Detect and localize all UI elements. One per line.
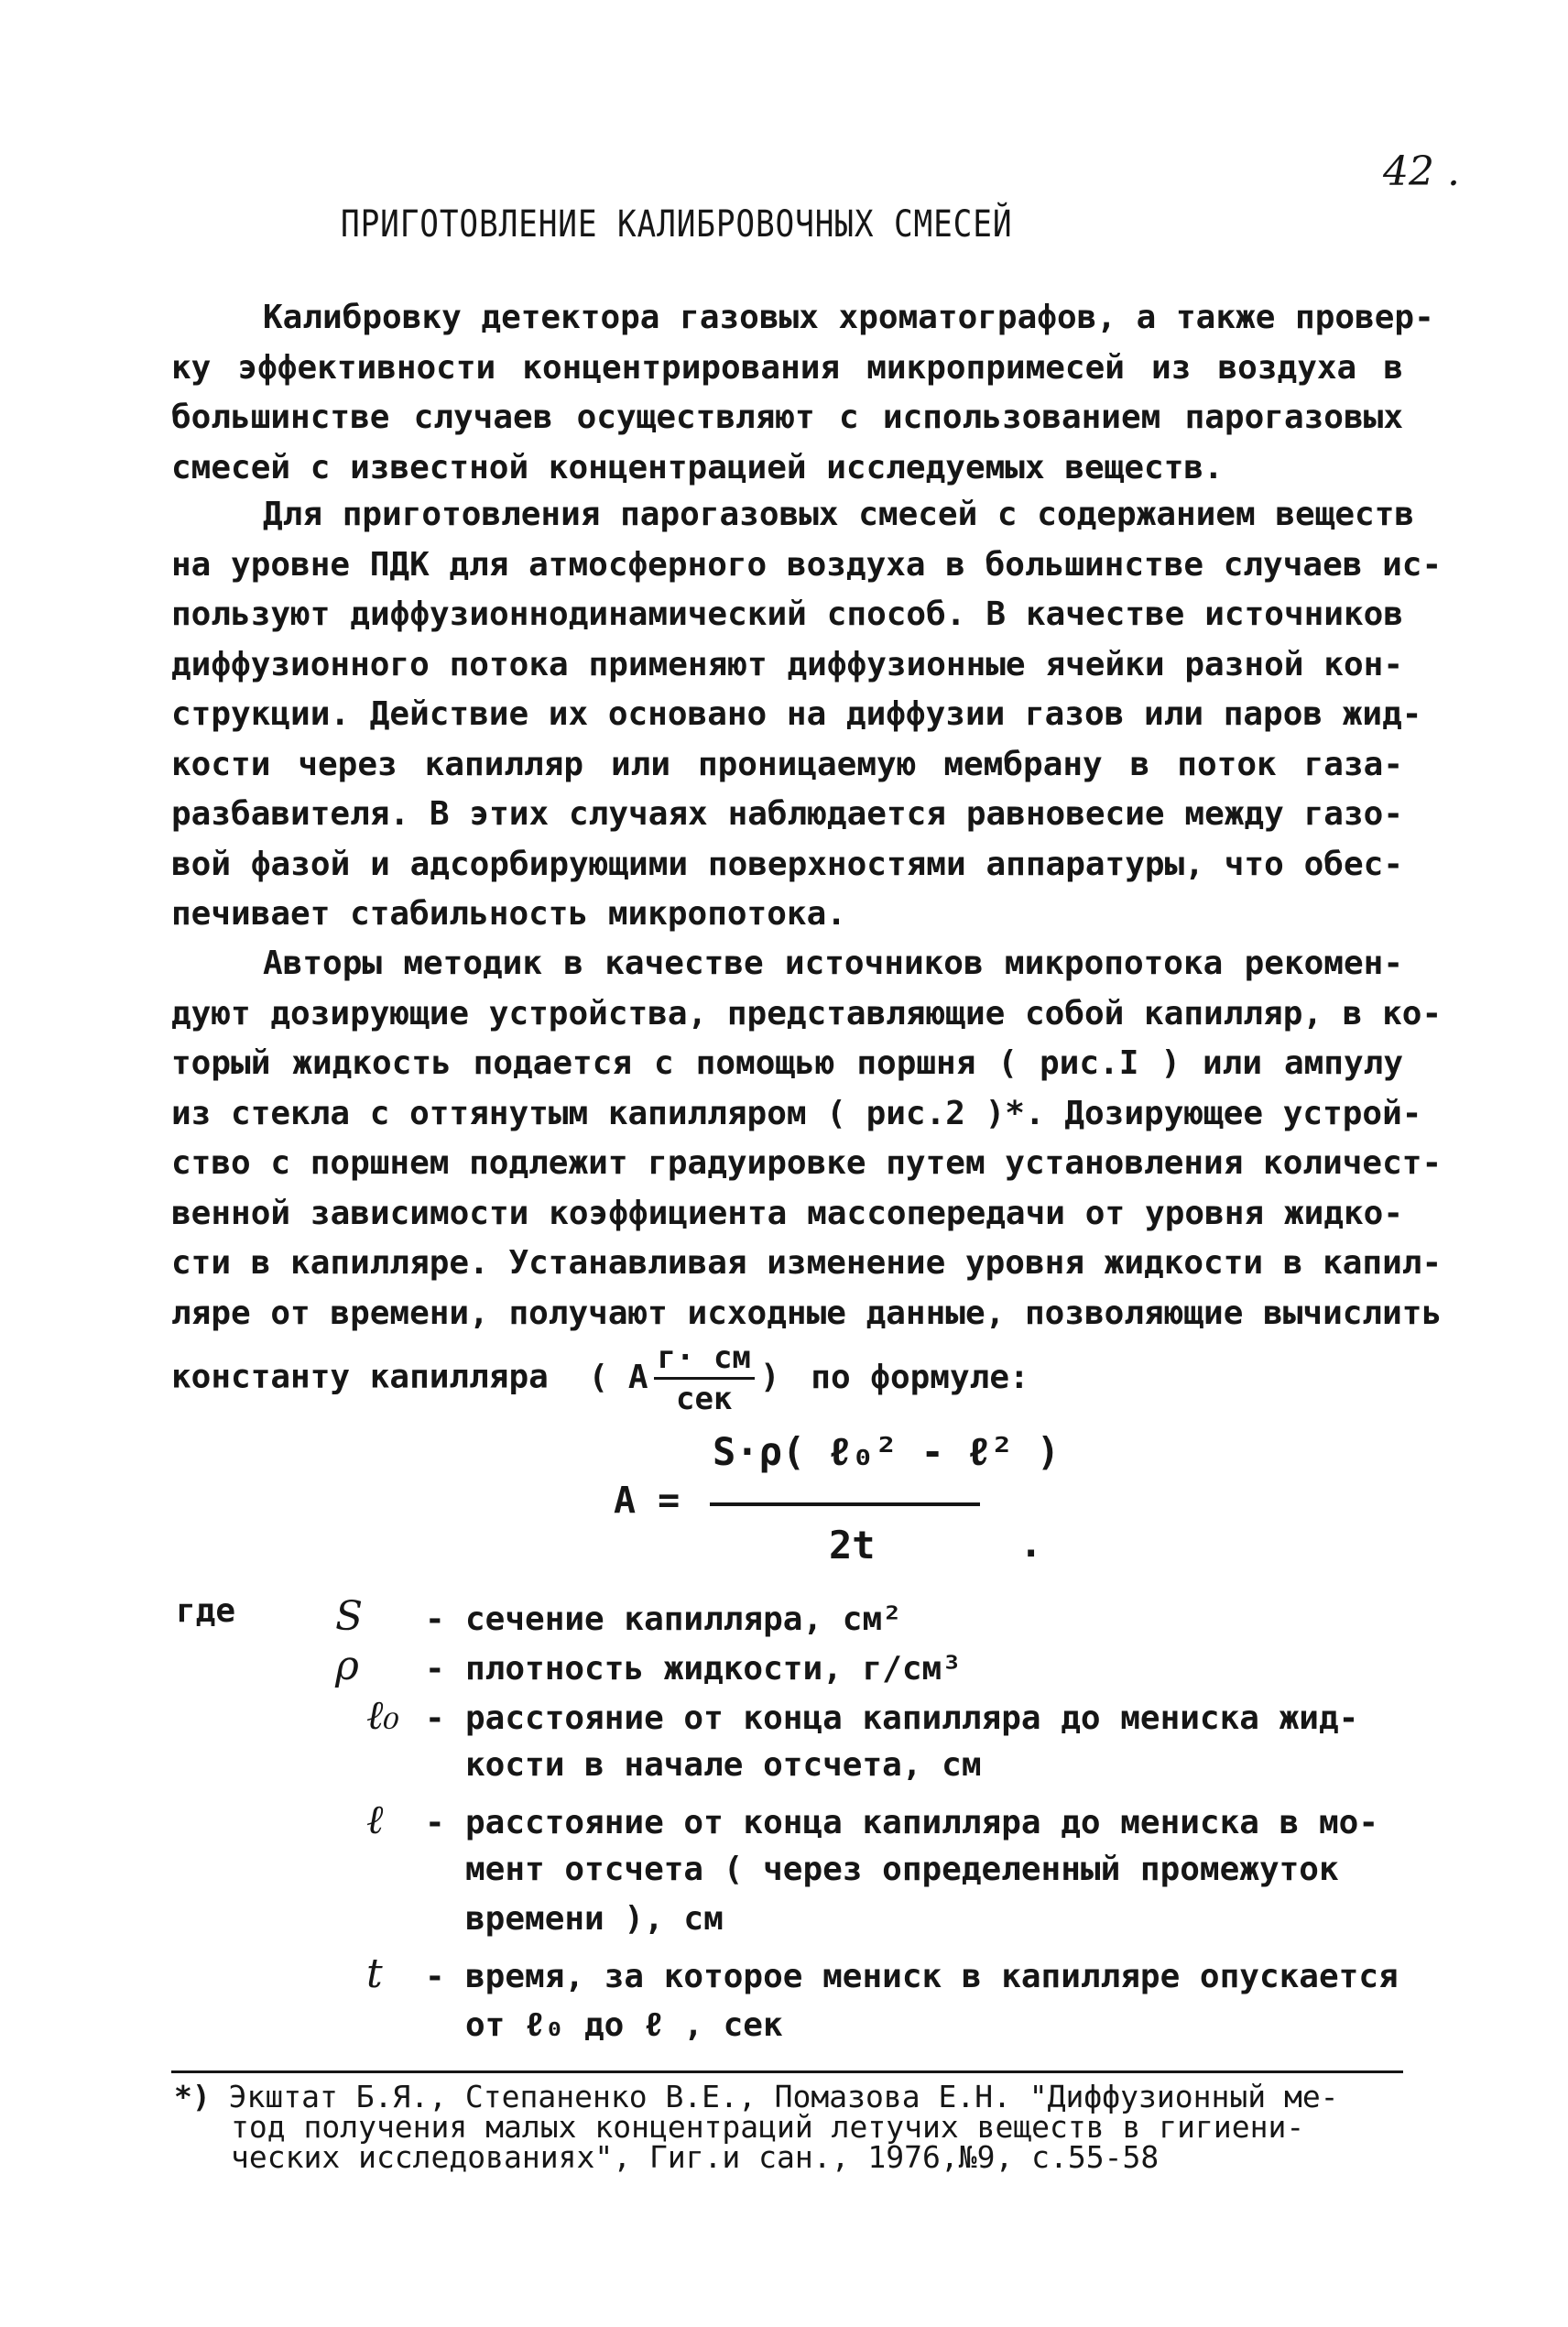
footnote-text: Экштат Б.Я., Степаненко В.Е., Помазова Е.Н. "Диффузионный ме-: [228, 2079, 1339, 2114]
units-fraction: [654, 1339, 755, 1417]
symbol-s: S: [335, 1593, 364, 1640]
footnote-line: тод получения малых концентраций летучих веществ в гигиени-: [231, 2109, 1305, 2145]
definition-item: [335, 1642, 962, 1694]
definition-text: плотность жидкости, г/см³: [465, 1650, 962, 1688]
symbol-l0: ℓ₀: [366, 1692, 399, 1739]
paragraph-line: венной зависимости коэффициента массопередачи от уровня жидко-: [171, 1194, 1403, 1232]
page-number: 42 .: [1383, 148, 1460, 195]
paragraph-line: Для приготовления парогазовых смесей с содержанием веществ: [263, 496, 1415, 533]
definition-continuation: времени ), см: [465, 1900, 724, 1938]
definition-dash: -: [425, 1804, 445, 1841]
definition-item: [366, 1691, 1358, 1743]
formula-intro: по формуле:: [811, 1358, 1029, 1396]
paragraph-1: [171, 293, 1434, 493]
definition-text: сечение капилляра, см²: [465, 1600, 902, 1638]
paragraph-line: сти в капилляре. Устанавливая изменение уровня жидкости в капил-: [171, 1244, 1443, 1282]
paragraph-line: смесей с известной концентрацией исследуемых веществ.: [171, 448, 1224, 486]
units-denominator: сек: [676, 1381, 733, 1417]
symbol-l: ℓ: [366, 1797, 384, 1843]
paragraph-line: Авторы методик в качестве источников микропотока рекомен-: [263, 945, 1403, 982]
paragraph-line: кости через капилляр или проницаемую мембрану в поток газа-: [171, 745, 1403, 783]
paragraph-line: дуют дозирующие устройства, представляющие собой капилляр, в ко-: [171, 994, 1443, 1032]
formula-numerator: S·ρ( ℓ₀² - ℓ² ): [713, 1429, 1061, 1474]
paragraph-line: большинстве случаев осуществляют с использованием парогазовых: [171, 399, 1403, 436]
formula-denominator: 2t: [829, 1523, 876, 1568]
units-paren-close: ): [759, 1358, 780, 1396]
constant-label: константу капилляра: [171, 1358, 549, 1396]
units-paren-open: ( A: [588, 1358, 648, 1396]
fraction-bar: [710, 1502, 980, 1506]
paragraph-line: вой фазой и адсорбирующими поверхностями аппаратуры, что обес-: [171, 845, 1403, 883]
footnote-line: ческих исследованиях", Гиг.и сан., 1976,№9, с.55-58: [231, 2139, 1160, 2175]
units-numerator: г· см: [654, 1342, 755, 1380]
definition-item: [366, 1796, 1378, 1848]
paragraph-line: печивает стабильность микропотока.: [171, 895, 846, 933]
paragraph-line-with-units: [171, 1339, 1403, 1417]
definition-dash: -: [425, 1650, 445, 1688]
paragraph-line: на уровне ПДК для атмосферного воздуха в большинстве случаев ис-: [171, 545, 1443, 584]
paragraph-line: из стекла с оттянутым капилляром ( рис.2 )*. Дозирующее устрой-: [171, 1094, 1422, 1132]
definition-dash: -: [425, 1600, 445, 1638]
where-label: где: [176, 1592, 236, 1630]
formula-lhs: A =: [614, 1480, 681, 1522]
definition-text: расстояние от конца капилляра до мениска жид-: [465, 1699, 1359, 1737]
definition-continuation: мент отсчета ( через определенный промежуток: [465, 1851, 1339, 1888]
paragraph-3: [171, 939, 1443, 1417]
symbol-t: t: [366, 1950, 383, 1997]
paragraph-line: ство с поршнем подлежит градуировке путем установления количест-: [171, 1144, 1443, 1182]
definition-continuation: кости в начале отсчета, см: [465, 1746, 982, 1784]
paragraph-line: пользуют диффузионнодинамический способ. В качестве источников: [171, 595, 1403, 633]
paragraph-line: Калибровку детектора газовых хроматографов, а также провер-: [263, 299, 1434, 336]
definition-dash: -: [425, 1958, 445, 1995]
footnote-mark: *): [174, 2079, 211, 2114]
footnote: [174, 2079, 1406, 2175]
paragraph-line: разбавителя. В этих случаях наблюдается равновесие между газо-: [171, 795, 1403, 833]
paragraph-line: струкции. Действие их основано на диффузии газов или паров жид-: [171, 695, 1422, 733]
definition-item: [335, 1592, 902, 1644]
definition-dash: -: [425, 1699, 445, 1737]
paragraph-2: [171, 490, 1443, 940]
paragraph-line: ку эффективности концентрирования микропримесей из воздуха в: [171, 348, 1403, 387]
paragraph-line: диффузионного потока применяют диффузионные ячейки разной кон-: [171, 645, 1403, 683]
definition-continuation: от ℓ₀ до ℓ , сек: [465, 2006, 783, 2044]
definition-item: [366, 1950, 1399, 2002]
page-title: ПРИГОТОВЛЕНИЕ КАЛИБРОВОЧНЫХ СМЕСЕЙ: [341, 203, 1013, 246]
symbol-rho: ρ: [335, 1643, 359, 1689]
definition-text: расстояние от конца капилляра до мениска в мо-: [465, 1804, 1378, 1841]
footnote-divider: [171, 2070, 1403, 2073]
formula-trailing-dot: .: [1019, 1521, 1043, 1566]
paragraph-line: ляре от времени, получают исходные данные, позволяющие вычислить: [171, 1294, 1443, 1332]
footnote-line: [174, 2081, 1406, 2112]
definition-text: время, за которое мениск в капилляре опускается: [465, 1958, 1399, 1995]
paragraph-line: торый жидкость подается с помощью поршня ( рис.I ) или ампулу: [171, 1044, 1403, 1082]
